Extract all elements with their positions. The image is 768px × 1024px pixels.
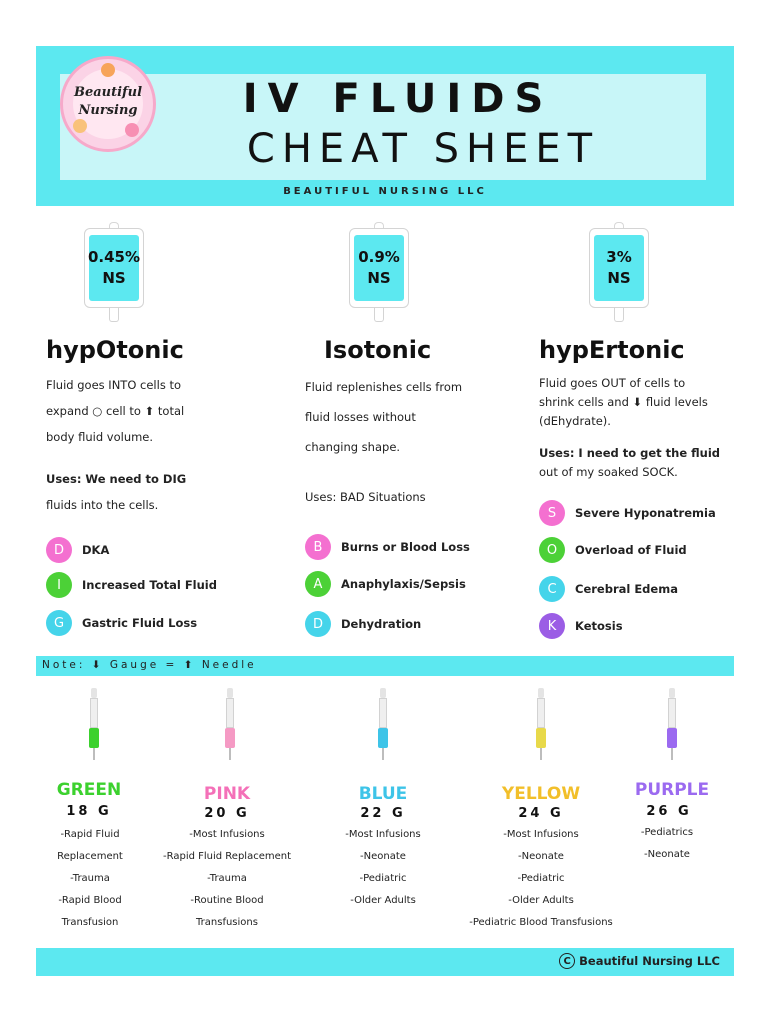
gauge-use: -Pediatrics xyxy=(640,827,694,838)
column-title-hypertonic: hypErtonic xyxy=(539,336,685,364)
bag-concentration: 0.9% xyxy=(358,248,400,266)
item-label: Overload of Fluid xyxy=(575,543,687,557)
logo xyxy=(60,56,156,152)
bag-body xyxy=(84,228,144,308)
flower-icon xyxy=(125,123,139,137)
catheter-needle xyxy=(382,748,384,760)
letter-badge: B xyxy=(305,534,331,560)
list-item xyxy=(46,536,109,564)
uses-line: Uses: BAD Situations xyxy=(305,490,426,504)
gauge-uses xyxy=(157,824,297,934)
desc-line: (dEhydrate). xyxy=(539,414,611,428)
iv-catheter-pink xyxy=(224,688,236,758)
gauge-use: Transfusion xyxy=(61,917,119,928)
list-item xyxy=(46,571,217,599)
gauge-use: -Pediatric Blood Transfusions xyxy=(469,917,613,928)
iv-bag-isotonic xyxy=(349,222,409,322)
desc-line: Fluid goes INTO cells to xyxy=(46,378,182,392)
flower-icon xyxy=(101,63,115,77)
item-label: Anaphylaxis/Sepsis xyxy=(341,577,466,591)
list-item xyxy=(539,499,716,527)
catheter-hub xyxy=(538,688,544,698)
uses-hypertonic xyxy=(539,444,734,482)
letter-badge: O xyxy=(539,537,565,563)
gauge-size: 20 G xyxy=(204,806,250,821)
brand-subtitle: BEAUTIFUL NURSING LLC xyxy=(283,186,487,197)
bag-body xyxy=(589,228,649,308)
catheter-needle xyxy=(540,748,542,760)
bag-port xyxy=(109,308,119,322)
item-label: DKA xyxy=(82,543,110,557)
catheter-hub xyxy=(91,688,97,698)
iv-catheter-green xyxy=(88,688,100,758)
gauge-name: GREEN xyxy=(56,780,122,800)
gauge-size: 22 G xyxy=(360,806,406,821)
gauge-use: -Trauma xyxy=(70,873,110,884)
copyright-icon: C xyxy=(559,953,575,969)
gauge-use: -Pediatric xyxy=(517,873,565,884)
note-text: Note: ⬇ Gauge = ⬆ Needle xyxy=(42,659,257,671)
gauge-uses xyxy=(612,822,722,866)
list-item xyxy=(305,570,466,598)
letter-badge: K xyxy=(539,613,565,639)
catheter-needle xyxy=(671,748,673,760)
gauge-uses xyxy=(30,824,150,934)
gauge-size: 18 G xyxy=(66,804,112,819)
bag-solution: NS xyxy=(102,269,126,287)
catheter-body xyxy=(668,698,676,728)
desc-line: fluid losses without xyxy=(305,410,416,424)
gauge-size: 26 G xyxy=(646,804,692,819)
desc-line: changing shape. xyxy=(305,440,401,454)
item-label: Dehydration xyxy=(341,617,422,631)
column-title-isotonic: Isotonic xyxy=(324,336,432,364)
list-item xyxy=(539,612,623,640)
letter-badge: D xyxy=(305,611,331,637)
iv-bag-hypertonic xyxy=(589,222,649,322)
list-item xyxy=(46,609,197,637)
letter-badge: A xyxy=(305,571,331,597)
logo-text-line2: Nursing xyxy=(78,103,138,118)
column-title-hypotonic: hypOtonic xyxy=(46,336,184,364)
list-item xyxy=(539,575,678,603)
description-hypotonic xyxy=(46,372,246,450)
desc-line: Fluid goes OUT of cells to xyxy=(539,376,686,390)
gauge-use: -Rapid Blood xyxy=(58,895,122,906)
gauge-use: -Neonate xyxy=(644,849,690,860)
item-label: Cerebral Edema xyxy=(575,582,678,596)
bag-concentration: 3% xyxy=(606,248,632,266)
gauge-name: BLUE xyxy=(358,784,408,804)
gauge-use: -Neonate xyxy=(360,851,406,862)
catheter-body xyxy=(90,698,98,728)
item-label: Increased Total Fluid xyxy=(82,578,217,592)
catheter-hub xyxy=(227,688,233,698)
uses-line: out of my soaked SOCK. xyxy=(539,465,678,479)
letter-badge: G xyxy=(46,610,72,636)
uses-isotonic xyxy=(305,484,505,510)
note-bar xyxy=(36,656,734,676)
gauge-use: -Rapid Fluid xyxy=(60,829,120,840)
catheter-body xyxy=(537,698,545,728)
description-isotonic xyxy=(305,372,505,462)
gauge-use: -Older Adults xyxy=(350,895,416,906)
gauge-use: -Most Infusions xyxy=(189,829,265,840)
uses-line: Uses: I need to get the fluid xyxy=(539,446,721,460)
iv-catheter-yellow xyxy=(535,688,547,758)
title-box xyxy=(60,74,706,180)
gauge-uses xyxy=(461,824,621,934)
bag-concentration: 0.45% xyxy=(87,248,141,266)
uses-line: Uses: We need to DIG xyxy=(46,472,187,486)
catheter-body xyxy=(226,698,234,728)
bag-label xyxy=(354,235,404,301)
catheter-color-hub xyxy=(89,728,99,748)
gauge-use: -Routine Blood xyxy=(190,895,264,906)
catheter-color-hub xyxy=(378,728,388,748)
gauge-use: -Trauma xyxy=(207,873,247,884)
gauge-name: YELLOW xyxy=(501,784,581,804)
bag-port xyxy=(614,308,624,322)
logo-text-line1: Beautiful xyxy=(73,85,143,100)
gauge-use: -Most Infusions xyxy=(503,829,579,840)
gauge-use: -Rapid Fluid Replacement xyxy=(163,851,291,862)
list-item xyxy=(305,610,421,638)
list-item xyxy=(305,533,470,561)
letter-badge: I xyxy=(46,572,72,598)
bag-solution: NS xyxy=(367,269,391,287)
catheter-needle xyxy=(229,748,231,760)
uses-line: fluids into the cells. xyxy=(46,498,159,512)
copyright xyxy=(559,953,720,969)
gauge-use: -Pediatric xyxy=(359,873,407,884)
gauge-use: Transfusions xyxy=(196,917,258,928)
bag-port xyxy=(374,308,384,322)
iv-bag-hypotonic xyxy=(84,222,144,322)
page-title: IV FLUIDS xyxy=(242,76,554,122)
catheter-body xyxy=(379,698,387,728)
gauge-name: PURPLE xyxy=(634,780,710,800)
letter-badge: C xyxy=(539,576,565,602)
gauge-use: -Most Infusions xyxy=(345,829,421,840)
letter-badge: S xyxy=(539,500,565,526)
desc-line: body fluid volume. xyxy=(46,430,154,444)
item-label: Burns or Blood Loss xyxy=(341,540,470,554)
item-label: Severe Hyponatremia xyxy=(575,506,716,520)
gauge-size: 24 G xyxy=(518,806,564,821)
list-item xyxy=(539,536,687,564)
desc-line: Fluid replenishes cells from xyxy=(305,380,463,394)
gauge-use: -Neonate xyxy=(518,851,564,862)
gauge-use: Replacement xyxy=(57,851,123,862)
gauge-uses xyxy=(323,824,443,912)
desc-line: shrink cells and ⬇ fluid levels xyxy=(539,395,708,409)
desc-line: expand ○ cell to ⬆ total xyxy=(46,404,185,418)
catheter-needle xyxy=(93,748,95,760)
catheter-color-hub xyxy=(225,728,235,748)
catheter-color-hub xyxy=(536,728,546,748)
letter-badge: D xyxy=(46,537,72,563)
cheat-sheet xyxy=(36,46,734,976)
header-banner xyxy=(36,46,734,206)
description-hypertonic xyxy=(539,374,734,431)
footer-bar xyxy=(36,948,734,976)
page-subtitle-title: CHEAT SHEET xyxy=(246,126,600,172)
copyright-text: Beautiful Nursing LLC xyxy=(579,954,720,968)
iv-catheter-purple xyxy=(666,688,678,758)
flower-icon xyxy=(73,119,87,133)
bag-solution: NS xyxy=(607,269,631,287)
item-label: Gastric Fluid Loss xyxy=(82,616,198,630)
gauge-use: -Older Adults xyxy=(508,895,574,906)
bag-label xyxy=(89,235,139,301)
iv-catheter-blue xyxy=(377,688,389,758)
item-label: Ketosis xyxy=(575,619,623,633)
bag-label xyxy=(594,235,644,301)
catheter-color-hub xyxy=(667,728,677,748)
gauge-name: PINK xyxy=(203,784,251,804)
catheter-hub xyxy=(380,688,386,698)
bag-body xyxy=(349,228,409,308)
uses-hypotonic xyxy=(46,466,246,518)
catheter-hub xyxy=(669,688,675,698)
